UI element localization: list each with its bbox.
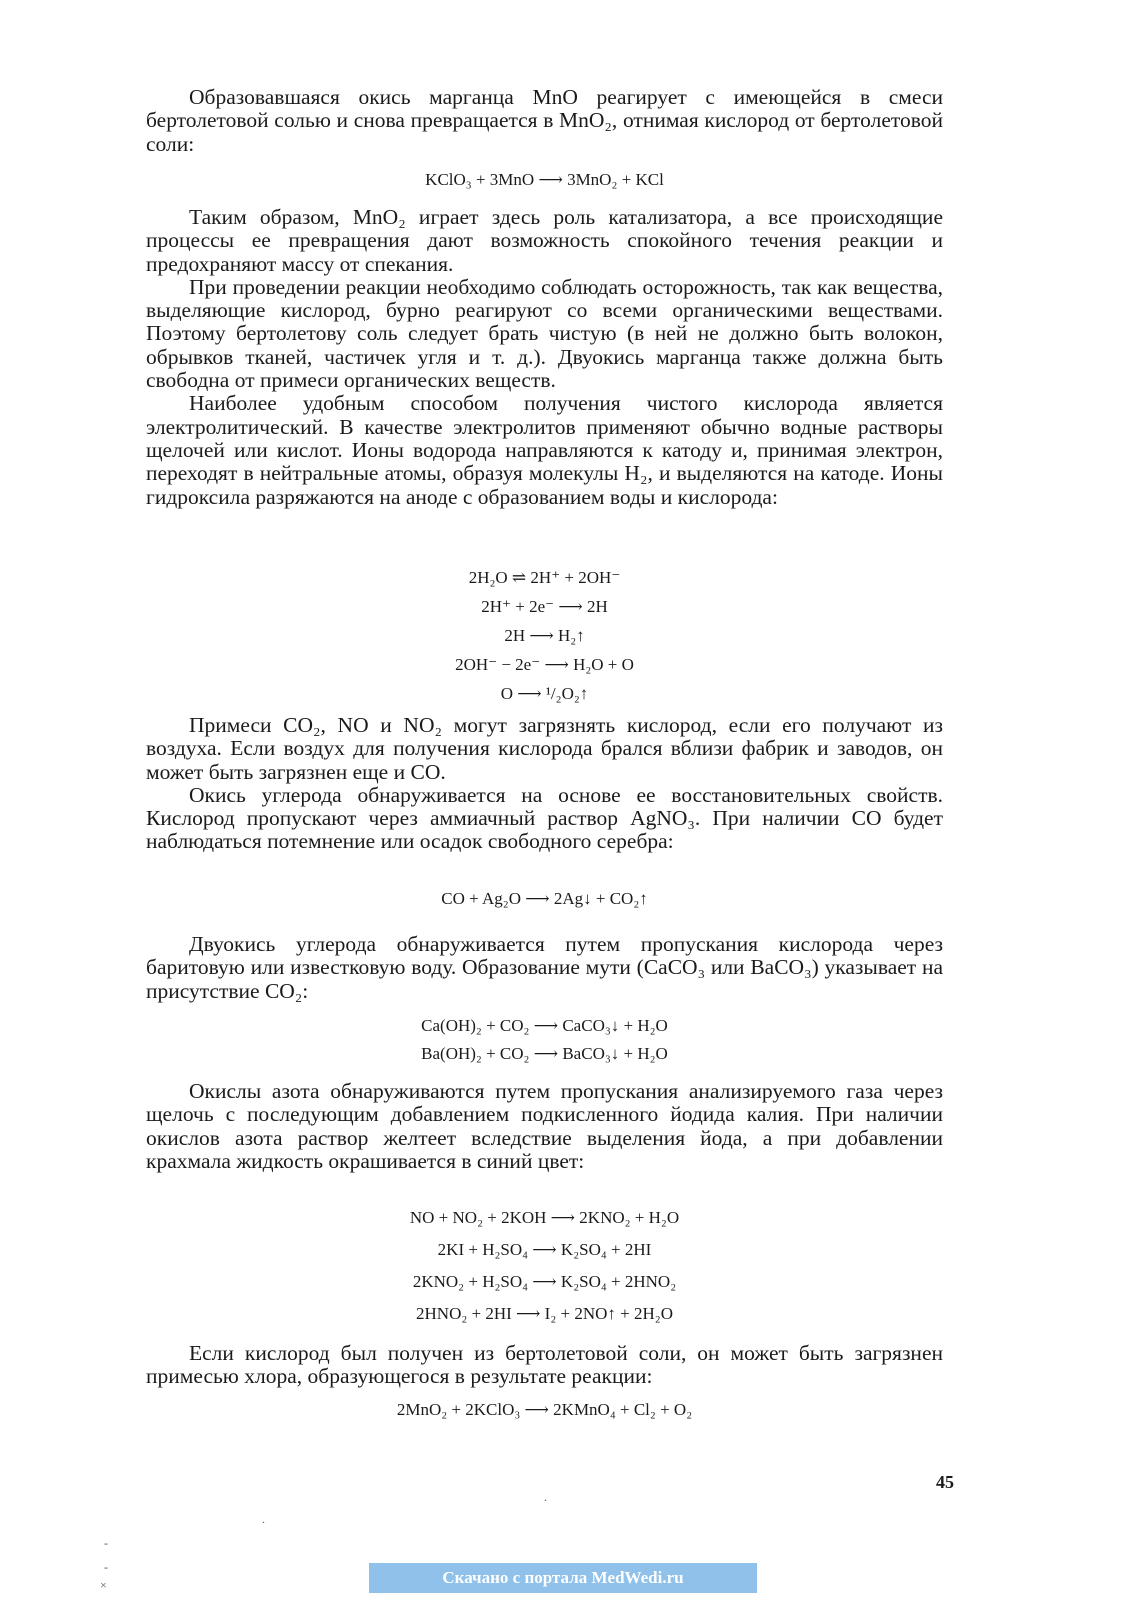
- scan-artifact: -: [104, 1536, 108, 1550]
- paragraph-9: Если кислород был получен из бертолетовой соли, он может быть загрязнен примесью хлора, образующегося в результате реакции:: [146, 1341, 943, 1389]
- equation-co-test: [146, 889, 943, 909]
- equation: 2H⁺ + 2e⁻ ⟶ 2H: [481, 597, 608, 616]
- footer-banner: Скачано с портала MedWedi.ru: [369, 1563, 757, 1593]
- equation: O ⟶ ¹/₂O₂↑: [500, 684, 589, 703]
- paragraph-7: Двуокись углерода обнаруживается путем пропускания кислорода через баритовую или известковую воду. Образование мути (CaCO₃ или BaCO₃) указывает на присутствие CO₂:: [146, 932, 943, 1003]
- equation: CO + Ag₂O ⟶ 2Ag↓ + CO₂↑: [441, 889, 648, 908]
- text-block-6: [146, 1342, 943, 1389]
- paragraph-6: Окись углерода обнаруживается на основе ее восстановительных свойств. Кислород пропускают через аммиачный раствор AgNO₃. При наличии CO будет наблюдаться потемнение или осадок свободного серебра:: [146, 782, 943, 854]
- paragraph-8: Окислы азота обнаруживаются путем пропускания анализируемого газа через щелочь с последующим добавлением подкисленного йодида калия. При наличии окислов азота раствор желтеет вследствие выделения йода, а при добавлении крахмала жидкость окрашивается в синий цвет:: [146, 1079, 943, 1173]
- equation-kclo3-mno: [146, 170, 943, 190]
- text-block-2: [146, 206, 943, 509]
- scan-artifact: .: [262, 1512, 265, 1526]
- paragraph-1: Образовавшаяся окись марганца MnO реагирует с имеющейся в смеси бертолетовой солью и снова превращается в MnO₂, отнимая кислород от бертолетовой соли:: [146, 85, 943, 156]
- scan-artifact: ×: [100, 1578, 107, 1592]
- text-block-3: [146, 714, 943, 854]
- equation-co2-test: [146, 1012, 943, 1068]
- equation: NO + NO₂ + 2KOH ⟶ 2KNO₂ + H₂O: [409, 1208, 680, 1227]
- text-block-4: [146, 933, 943, 1003]
- equation-electrolysis: [146, 563, 943, 708]
- equation: 2KNO₂ + H₂SO₄ ⟶ K₂SO₄ + 2HNO₂: [412, 1272, 677, 1291]
- paragraph-3: При проведении реакции необходимо соблюдать осторожность, так как вещества, выделяющие кислород, бурно реагируют со всеми органическими веществами. Поэтому бертолетову соль следует брать чистую (в ней не должно быть волокон, обрывков тканей, частичек угля и т. д.). Двуокись марганца также должна быть свободна от примеси органических веществ.: [146, 274, 943, 393]
- equation: 2HNO₂ + 2HI ⟶ I₂ + 2NO↑ + 2H₂O: [416, 1304, 673, 1323]
- equation: Ba(OH)₂ + CO₂ ⟶ BaCO₃↓ + H₂O: [421, 1044, 668, 1063]
- paragraph-4: Наиболее удобным способом получения чистого кислорода является электролитический. В качестве электролитов применяют обычно водные растворы щелочей или кислот. Ионы водорода направляются к катоду и, принимая электрон, переходят в нейтральные атомы, образуя молекулы H₂, и выделяются на катоде. Ионы гидроксила разряжаются на аноде с образованием воды и кислорода:: [146, 391, 943, 509]
- equation-chlorine: [146, 1400, 943, 1420]
- equation: 2MnO₂ + 2KClO₃ ⟶ 2KMnO₄ + Cl₂ + O₂: [396, 1400, 693, 1419]
- scan-artifact: .: [544, 1490, 547, 1504]
- equation: Ca(OH)₂ + CO₂ ⟶ CaCO₃↓ + H₂O: [421, 1016, 668, 1035]
- equation-nox-test: [146, 1202, 943, 1330]
- equation: 2OH⁻ − 2e⁻ ⟶ H₂O + O: [455, 655, 634, 674]
- text-block-5: [146, 1080, 943, 1173]
- equation: 2H ⟶ H₂↑: [504, 626, 585, 645]
- scan-artifact: -: [104, 1560, 108, 1574]
- equation: 2H₂O ⇌ 2H⁺ + 2OH⁻: [468, 568, 621, 587]
- text-block-1: [146, 86, 943, 156]
- equation: 2KI + H₂SO₄ ⟶ K₂SO₄ + 2HI: [437, 1240, 652, 1259]
- paragraph-5: Примеси CO₂, NO и NO₂ могут загрязнять кислород, если его получают из воздуха. Если воздух для получения кислорода брался вблизи фабрик и заводов, он может быть загрязнен еще и CO.: [146, 713, 943, 784]
- paragraph-2: Таким образом, MnO₂ играет здесь роль катализатора, а все происходящие процессы ее превращения дают возможность спокойного течения реакции и предохраняют массу от спекания.: [146, 205, 943, 276]
- page-number: 45: [936, 1472, 954, 1492]
- equation: KClO₃ + 3MnO ⟶ 3MnO₂ + KCl: [425, 170, 664, 189]
